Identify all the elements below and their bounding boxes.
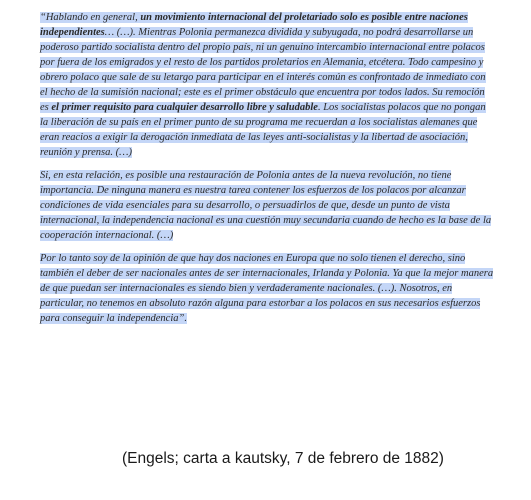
quote-fragment: Por lo tanto soy de la opinión de que hay dos naciones en Europa que no solo tienen el derecho, sino también el deber de ser nacionales antes de ser internacionales, Irlanda y Polonia. Ya que la mejor manera de que puedan ser internacionales es siendo bien y verdaderamente nacionales. (…). Nosotros, en particular, no tenemos en absoluto razón alguna para estorbar a los polacos en sus necesarios esfuerzos para conseguir la independencia”. bbox=[40, 253, 494, 324]
quote-paragraph-1 bbox=[40, 10, 495, 160]
quote-fragment: Si, en esta relación, es posible una restauración de Polonia antes de la nueva revolución, no tiene importancia. De ninguna manera es nuestra tarea contener los esfuerzos de los polacos por alcanzar condiciones de vida esenciales para su desarrollo, o persuadirlos de que, desde un punto de vista internacional, la independencia nacional es una cuestión muy secundaria cuando de hecho es la base de la cooperación internacional. (…) bbox=[40, 170, 492, 241]
quote-fragment: . Los socialistas polacos que no pongan la liberación de su país en el primer punto de su programa me recuerdan a los socialistas alemanes que eran reacios a exigir la derogación inmediata de las leyes anti-socialistas y la libertad de asociación, reunión y prensa. (…) bbox=[40, 102, 486, 158]
citation: (Engels; carta a kautsky, 7 de febrero de 1882) bbox=[122, 450, 444, 467]
quote-fragment: … (…). Mientras Polonia permanezca dividida y subyugada, no podrá desarrollarse un poderoso partido socialista dentro del propio país, ni un genuino intercambio internacional entre polacos por fuera de los emigrados y el resto de los partidos proletarios en Alemania, etcétera. Todo campesino y obrero polaco que sale de su letargo para participar en el interés común es confrontado de inmediato con el hecho de la sumisión nacional; este es el primer obstáculo que encuentra por todos lados. Su remoción es bbox=[40, 27, 486, 113]
quote-paragraph-3 bbox=[40, 251, 495, 326]
quote-paragraph-2 bbox=[40, 168, 495, 243]
quote-block bbox=[40, 10, 495, 334]
quote-fragment: “Hablando en general, bbox=[40, 12, 141, 23]
quote-fragment-bold: un movimiento internacional del proletariado solo es posible entre naciones independientes bbox=[40, 12, 468, 38]
quote-fragment-bold: el primer requisito para cualquier desarrollo libre y saludable bbox=[51, 102, 318, 113]
